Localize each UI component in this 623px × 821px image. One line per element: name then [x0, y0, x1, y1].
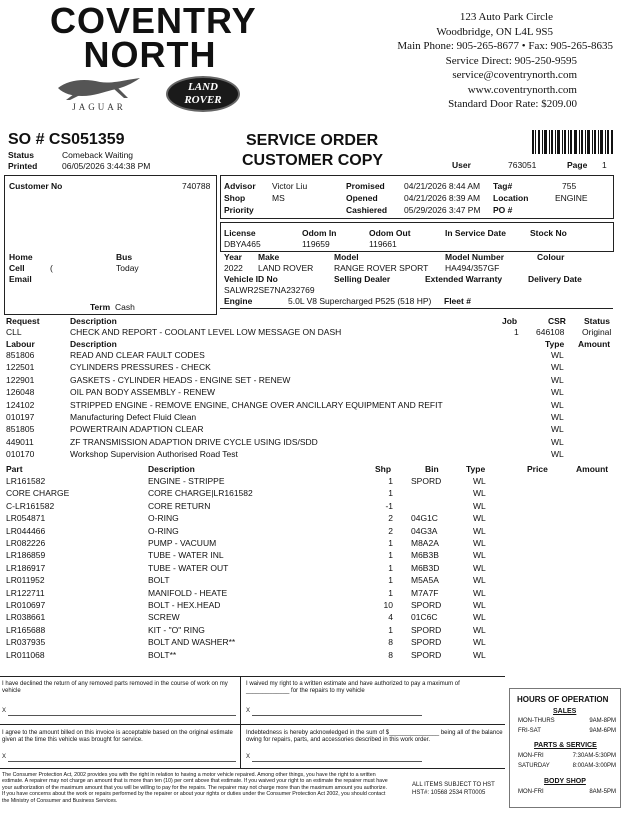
part-number: LR165688 [6, 624, 46, 635]
part-bin: M6B3B [411, 550, 439, 561]
part-type: WL [473, 612, 486, 623]
footer-low-line [0, 768, 505, 769]
odom-in-label: Odom In [302, 228, 337, 238]
request-status-label: Status [584, 316, 610, 326]
model-number-value: HA494/357GF [445, 263, 500, 273]
part-shp: 8 [388, 637, 393, 648]
labour-type: WL [551, 424, 564, 435]
dealer-name-line2: NORTH [83, 34, 217, 75]
part-row [0, 550, 623, 562]
labour-table [0, 350, 623, 462]
part-shp-col-label: Shp [375, 464, 392, 474]
part-type: WL [473, 575, 486, 586]
labour-type-label: Type [545, 339, 565, 349]
in-service-label: In Service Date [445, 228, 506, 238]
labour-code: 851805 [6, 424, 35, 435]
labour-code: 851806 [6, 350, 35, 360]
part-shp: 1 [388, 538, 393, 548]
labour-description: Manufacturing Defect Fluid Clean [70, 412, 197, 422]
part-number: LR186917 [6, 562, 46, 573]
hours-days: MON-THURS [518, 718, 555, 724]
waived-text: I waived my right to a written estimate and have authorized to pay a maximum of _____________ for the repairs to my vehicle [246, 681, 460, 694]
status-label: Status [8, 150, 34, 160]
part-number: LR186859 [6, 550, 46, 561]
part-type: WL [473, 624, 486, 635]
labour-code: 124102 [6, 399, 35, 410]
part-type: WL [473, 525, 486, 536]
colour-label: Colour [537, 252, 565, 262]
hours-days: MON-FRI [518, 753, 544, 759]
labour-description: CYLINDERS PRESSURES - CHECK [70, 362, 211, 373]
part-number: LR082226 [6, 538, 46, 548]
labour-row [0, 362, 623, 374]
engine-label: Engine [224, 296, 253, 306]
part-type: WL [473, 513, 486, 524]
jaguar-leaper-icon [54, 74, 144, 102]
part-description: BOLT - HEX.HEAD [148, 600, 221, 610]
labour-code: 126048 [6, 387, 35, 398]
part-number: LR122711 [6, 587, 45, 598]
part-type: WL [473, 587, 486, 598]
landrover-label-2: ROVER [184, 94, 222, 106]
part-number: C-LR161582 [6, 500, 55, 511]
vehicle-bottom-line [220, 308, 613, 309]
labour-description: ZF TRANSMISSION ADAPTION DRIVE CYCLE USING IDS/SDD [70, 436, 318, 447]
part-bin: 01C6C [411, 612, 438, 623]
labour-description: GASKETS - CYLINDER HEADS - ENGINE SET - RENEW [70, 374, 291, 385]
part-shp: 1 [388, 587, 393, 598]
odom-in-value: 119659 [302, 239, 330, 249]
dealer-info [397, 10, 613, 112]
labour-description: READ AND CLEAR FAULT CODES [70, 350, 205, 360]
bus-label: Bus [116, 252, 133, 262]
hours-line [516, 728, 616, 738]
labour-row [0, 387, 623, 399]
user-label: User [452, 160, 471, 170]
part-bin: 04G1C [411, 513, 438, 524]
part-shp: 1 [388, 488, 393, 499]
part-desc-col-label: Description [148, 464, 195, 474]
selling-dealer-label: Selling Dealer [334, 274, 391, 284]
location-label: Location [493, 193, 529, 203]
request-job: 1 [514, 327, 519, 337]
part-type: WL [473, 538, 486, 548]
part-row [0, 625, 623, 637]
part-description: PUMP - VACUUM [148, 538, 217, 548]
part-bin: SPORD [411, 649, 442, 660]
tag-label: Tag# [493, 181, 513, 191]
labour-desc-label: Description [70, 339, 117, 349]
labour-description: POWERTRAIN ADAPTION CLEAR [70, 424, 204, 435]
part-bin: SPORD [411, 476, 442, 486]
engine-value: 5.0L V8 Supercharged P525 (518 HP) [288, 296, 432, 306]
part-shp: 2 [388, 525, 393, 536]
hours-parts-list [516, 753, 616, 773]
part-bin: M7A7F [411, 587, 439, 598]
make-value: LAND ROVER [258, 263, 314, 273]
part-number: LR037935 [6, 637, 46, 648]
part-row [0, 563, 623, 575]
waived-signature-line [252, 715, 422, 716]
part-description: TUBE - WATER INL [148, 550, 224, 561]
so-number: SO # CS051359 [8, 131, 125, 148]
part-shp: 4 [388, 612, 393, 623]
hours-line [516, 789, 616, 799]
labour-label: Labour [6, 339, 35, 349]
labour-description: Workshop Supervision Authorised Road Test [70, 449, 238, 460]
license-label: License [224, 228, 256, 238]
request-label: Request [6, 316, 40, 326]
advisor-label: Advisor [224, 181, 256, 191]
part-type-col-label: Type [466, 464, 486, 474]
part-type: WL [473, 488, 486, 499]
opened-value: 04/21/2026 8:39 AM [404, 193, 481, 203]
part-shp: 1 [388, 624, 393, 635]
part-bin: SPORD [411, 637, 442, 648]
waived-x: X [246, 708, 251, 714]
model-value: RANGE ROVER SPORT [334, 263, 429, 273]
year-label: Year [224, 252, 242, 262]
part-bin: M8A2A [411, 538, 439, 548]
labour-type: WL [551, 399, 564, 410]
hours-days: FRI-SAT [518, 728, 541, 734]
page-value: 1 [602, 160, 607, 170]
part-number: LR161582 [6, 476, 46, 486]
part-row [0, 637, 623, 649]
customer-box [4, 175, 217, 315]
part-row [0, 501, 623, 513]
labour-row [0, 375, 623, 387]
make-label: Make [258, 252, 280, 262]
part-row [0, 513, 623, 525]
hours-days: SATURDAY [518, 763, 550, 769]
shop-label: Shop [224, 193, 246, 203]
delivery-date-label: Delivery Date [528, 274, 582, 284]
part-description: BOLT [148, 575, 170, 586]
labour-row [0, 424, 623, 436]
customer-no-label: Customer No [9, 181, 63, 191]
printed-value: 06/05/2026 3:44:38 PM [62, 161, 151, 171]
part-row [0, 650, 623, 662]
part-type: WL [473, 600, 486, 610]
dealer-logo-text [50, 0, 257, 75]
part-description: MANIFOLD - HEATE [148, 587, 228, 598]
part-shp: 2 [388, 513, 393, 524]
dealer-name-line1: COVENTRY [50, 0, 257, 41]
part-number: LR038661 [6, 612, 46, 623]
jaguar-label: JAGUAR [72, 102, 126, 112]
labour-type: WL [551, 387, 564, 398]
printed-label: Printed [8, 161, 38, 171]
part-description: ENGINE - STRIPPE [148, 476, 225, 486]
stock-no-label: Stock No [530, 228, 567, 238]
hours-line [516, 718, 616, 728]
footer-top-line [0, 676, 505, 677]
customer-no-value: 740788 [182, 181, 211, 191]
cell-label: Cell [9, 263, 25, 273]
part-shp: 10 [383, 600, 393, 610]
dealer-email: service@coventrynorth.com [452, 69, 577, 81]
part-type: WL [473, 500, 486, 511]
part-type: WL [473, 476, 486, 486]
part-type: WL [473, 637, 486, 648]
part-bin: 04G3A [411, 525, 438, 536]
labour-code: 122501 [6, 362, 35, 373]
part-row [0, 575, 623, 587]
footer-mid-line [0, 724, 505, 725]
dealer-address2: Woodbridge, ON L4L 9S5 [436, 25, 553, 38]
vin-value: SALWR2SE7NA232769 [224, 285, 315, 295]
job-label: Job [502, 316, 518, 326]
dealer-service-direct: Service Direct: 905-250-9595 [445, 54, 577, 67]
labour-type: WL [551, 412, 564, 422]
hours-time: 9AM-8PM [589, 718, 616, 724]
part-bin: M6B3D [411, 562, 440, 573]
dealer-address1: 123 Auto Park Circle [459, 11, 553, 23]
part-row [0, 588, 623, 600]
hst-line1: ALL ITEMS SUBJECT TO HST [412, 782, 495, 788]
labour-row [0, 400, 623, 412]
part-shp: 1 [388, 562, 393, 573]
part-description: BOLT AND WASHER** [148, 637, 236, 648]
hours-body-list [516, 789, 616, 799]
hours-parts-label: PARTS & SERVICE [534, 742, 597, 749]
agree-x: X [2, 754, 7, 760]
hst-line2: HST#: 10568 2534 RT0005 [412, 790, 486, 796]
part-row [0, 612, 623, 624]
parts-table [0, 476, 623, 666]
priority-label: Priority [224, 205, 254, 215]
part-description: KIT - "O" RING [148, 624, 205, 635]
hours-title: HOURS OF OPERATION [517, 695, 609, 704]
indebted-text: Indebtedness is hereby acknowledged in the sum of $_______________ being all of the balance owing for repairs, parts, and accessories described in this work order. [246, 730, 503, 743]
part-description: CORE CHARGE|LR161582 [148, 488, 253, 499]
part-type: WL [473, 649, 486, 660]
status-value: Comeback Waiting [62, 150, 134, 160]
customer-copy-title: CUSTOMER COPY [242, 152, 384, 169]
labour-row [0, 449, 623, 461]
part-row [0, 526, 623, 538]
landrover-label-1: LAND [188, 81, 218, 93]
declined-x: X [2, 708, 7, 714]
cell-value: ( [50, 263, 53, 273]
indebted-signature-line [252, 761, 422, 762]
home-label: Home [9, 252, 33, 262]
footer-mid-divider [240, 676, 241, 768]
fleet-label: Fleet # [444, 296, 471, 306]
agree-text: I agree to the amount billed on this invoice is acceptable based on the original estimate given at the time this vehicle was brought for service. [2, 730, 233, 743]
request-desc-label: Description [70, 316, 117, 326]
part-description: O-RING [148, 513, 179, 524]
part-number: LR044466 [6, 525, 46, 536]
dealer-website: www.coventrynorth.com [467, 83, 577, 96]
barcode-icon [532, 130, 614, 154]
part-description: SCREW [148, 612, 180, 623]
declined-text: I have declined the return of any removed parts removed in the course of work on my vehicle [2, 681, 228, 694]
labour-type: WL [551, 374, 564, 385]
part-description: CORE RETURN [148, 500, 211, 511]
part-number: CORE CHARGE [6, 488, 70, 499]
part-col-label: Part [6, 464, 23, 474]
labour-code: 122901 [6, 374, 35, 385]
labour-type: WL [551, 436, 564, 447]
part-bin: M5A5A [411, 575, 439, 586]
labour-row [0, 350, 623, 362]
hours-sales-list [516, 718, 616, 738]
part-description: TUBE - WATER OUT [148, 562, 229, 573]
hours-line [516, 763, 616, 773]
vin-label: Vehicle ID No [224, 274, 278, 284]
odom-out-label: Odom Out [369, 228, 411, 238]
model-label: Model [334, 252, 359, 262]
declined-signature-line [8, 715, 236, 716]
hours-line [516, 753, 616, 763]
labour-code: 449011 [6, 436, 34, 447]
labour-description: STRIPPED ENGINE - REMOVE ENGINE, CHANGE OVER ANCILLARY EQUIPMENT AND REFIT [70, 399, 443, 410]
promised-label: Promised [346, 181, 385, 191]
hours-time: 8:00AM-3:00PM [572, 763, 616, 769]
part-number: LR011068 [6, 649, 45, 660]
csr-label: CSR [548, 316, 566, 326]
labour-description: OIL PAN BODY ASSEMBLY - RENEW [70, 387, 216, 398]
labour-type: WL [551, 362, 564, 373]
part-bin-col-label: Bin [425, 464, 439, 474]
part-type: WL [473, 550, 486, 561]
tag-value: 755 [562, 181, 577, 191]
part-row [0, 600, 623, 612]
user-value: 763051 [508, 160, 537, 170]
request-description: CHECK AND REPORT - COOLANT LEVEL LOW MESSAGE ON DASH [70, 327, 342, 337]
request-csr: 646108 [536, 327, 565, 337]
dealer-door-rate: Standard Door Rate: $209.00 [448, 98, 577, 110]
hours-days: MON-FRI [518, 789, 544, 795]
barcode [532, 130, 614, 154]
labour-row [0, 437, 623, 449]
part-row [0, 476, 623, 488]
dealer-phones: Main Phone: 905-265-8677 • Fax: 905-265-8635 [397, 40, 613, 52]
part-amount-col-label: Amount [576, 464, 609, 474]
part-shp: 8 [388, 649, 393, 660]
part-type: WL [473, 562, 486, 573]
service-order-title: SERVICE ORDER [246, 132, 379, 149]
location-value: ENGINE [555, 193, 588, 203]
part-shp: 1 [388, 476, 393, 486]
labour-code: 010170 [6, 449, 35, 460]
consumer-protection-text: The Consumer Protection Act, 2002 provides you with the right in relation to having a motor vehicle repaired. Among other things, you have the right to a written estimate. A repairer may not charge an amount that is more than ten (10) per cent above that estimate. If you waived your right to an estimate the repairer must have your authorization of the maximum amount that you will be willing to pay for the repairs. The repairer may not charge more than the maximum amount you authorize. If you have concerns about the work or repairs performed by the repairer or about your rights or duties under the Consumer Protection Act 2002, you should contact the Ministry of Consumer and Business Services. [2, 772, 388, 804]
hours-sales-label: SALES [553, 708, 577, 715]
ext-warranty-label: Extended Warranty [425, 274, 503, 284]
part-shp: -1 [385, 500, 393, 511]
labour-row [0, 412, 623, 424]
cashiered-label: Cashiered [346, 205, 388, 215]
labour-type: WL [551, 449, 564, 460]
part-row [0, 538, 623, 550]
part-number: LR054871 [6, 513, 46, 524]
page-label: Page [567, 160, 588, 170]
email-label: Email [9, 274, 32, 284]
term-label: Term [90, 302, 111, 312]
part-price-col-label: Price [527, 464, 548, 474]
part-row [0, 488, 623, 500]
landrover-logo [166, 76, 240, 112]
year-value: 2022 [224, 263, 243, 273]
hours-time: 8AM-5PM [589, 789, 616, 795]
labour-code: 010197 [6, 412, 35, 422]
odom-out-value: 119661 [369, 239, 397, 249]
po-label: PO # [493, 205, 513, 215]
hours-time: 7:30AM-5:30PM [572, 753, 616, 759]
part-number: LR011952 [6, 575, 45, 586]
labour-type: WL [551, 350, 564, 360]
part-description: BOLT** [148, 649, 177, 660]
agree-signature-line [8, 761, 236, 762]
request-status: Original [582, 327, 612, 337]
part-bin: SPORD [411, 624, 442, 635]
bus-value: Today [116, 263, 139, 273]
indebted-x: X [246, 754, 251, 760]
advisor-value: Victor Liu [272, 181, 308, 191]
labour-amount-label: Amount [578, 339, 611, 349]
hours-time: 9AM-6PM [589, 728, 616, 734]
jaguar-logo [54, 74, 144, 116]
shop-value: MS [272, 193, 285, 203]
model-number-label: Model Number [445, 252, 505, 262]
promised-value: 04/21/2026 8:44 AM [404, 181, 481, 191]
opened-label: Opened [346, 193, 378, 203]
cashiered-value: 05/29/2026 3:47 PM [404, 205, 481, 215]
part-description: O-RING [148, 525, 179, 536]
part-bin: SPORD [411, 600, 442, 610]
part-shp: 1 [388, 575, 393, 586]
license-value: DBYA465 [224, 239, 261, 249]
part-shp: 1 [388, 550, 393, 561]
term-value: Cash [115, 302, 135, 312]
hours-body-label: BODY SHOP [544, 778, 586, 785]
part-number: LR010697 [6, 600, 46, 610]
request-code: CLL [6, 327, 22, 337]
